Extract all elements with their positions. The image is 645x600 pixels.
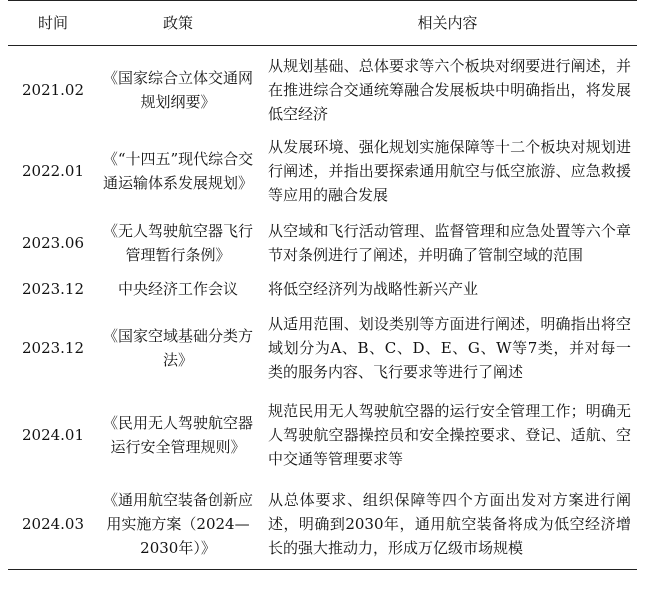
header-time: 时间: [8, 1, 98, 46]
row-content: 从规划基础、总体要求等六个板块对纲要进行阐述，并在推进综合交通统筹融合发展板块中明确指出，将发展低空经济: [268, 57, 631, 123]
table-row: [8, 273, 637, 305]
table-row: [8, 129, 637, 213]
row-content: 规范民用无人驾驶航空器的运行安全管理工作；明确无人驾驶航空器操控员和安全操控要求、登记、适航、空中交通等管理要求等: [268, 402, 631, 468]
row-content: 将低空经济列为战略性新兴产业: [268, 280, 479, 298]
row-time: 2021.02: [21, 81, 85, 99]
row-time: 2023.12: [21, 280, 85, 298]
row-time: 2022.01: [21, 162, 85, 180]
row-policy: 中央经济工作会议: [117, 280, 238, 298]
row-time: 2023.12: [21, 339, 85, 357]
row-time: 2023.06: [21, 234, 85, 252]
row-policy: 《国家综合立体交通网规划纲要》: [102, 69, 253, 111]
table-row: [8, 213, 637, 273]
table-body: [8, 46, 637, 570]
row-content: 从发展环境、强化规划实施保障等十二个板块对规划进行阐述，并指出要探索通用航空与低空旅游、应急救援等应用的融合发展: [268, 138, 631, 204]
row-policy: 《国家空域基础分类方法》: [102, 327, 253, 369]
row-time: 2024.01: [21, 426, 85, 444]
row-time: 2024.03: [8, 479, 98, 569]
row-policy: 《民用无人驾驶航空器运行安全管理规则》: [102, 414, 253, 456]
row-policy: 《无人驾驶航空器飞行管理暂行条例》: [102, 222, 253, 264]
table-header: [8, 1, 637, 46]
row-policy: 《通用航空装备创新应用实施方案（2024—2030年）》: [98, 479, 258, 569]
header-content: 相关内容: [258, 1, 637, 46]
row-content: 从总体要求、组织保障等四个方面出发对方案进行阐述，明确到2030年，通用航空装备将成为低空经济增长的强大推动力，形成万亿级市场规模: [258, 479, 637, 569]
row-content: 从空域和飞行活动管理、监督管理和应急处置等六个章节对条例进行了阐述，并明确了管制空域的范围: [268, 222, 631, 264]
table-row: [8, 479, 637, 569]
policy-table: [8, 0, 637, 570]
table-row: [8, 305, 637, 391]
row-content: 从适用范围、划设类别等方面进行阐述，明确指出将空域划分为A、B、C、D、E、G、W等7类，并对每一类的服务内容、飞行要求等进行了阐述: [268, 315, 631, 381]
row-policy: 《“十四五”现代综合交通运输体系发展规划》: [102, 150, 254, 192]
table-row: [8, 46, 637, 130]
table-row: [8, 391, 637, 479]
header-policy: 政策: [98, 1, 258, 46]
header-row: [8, 1, 637, 46]
